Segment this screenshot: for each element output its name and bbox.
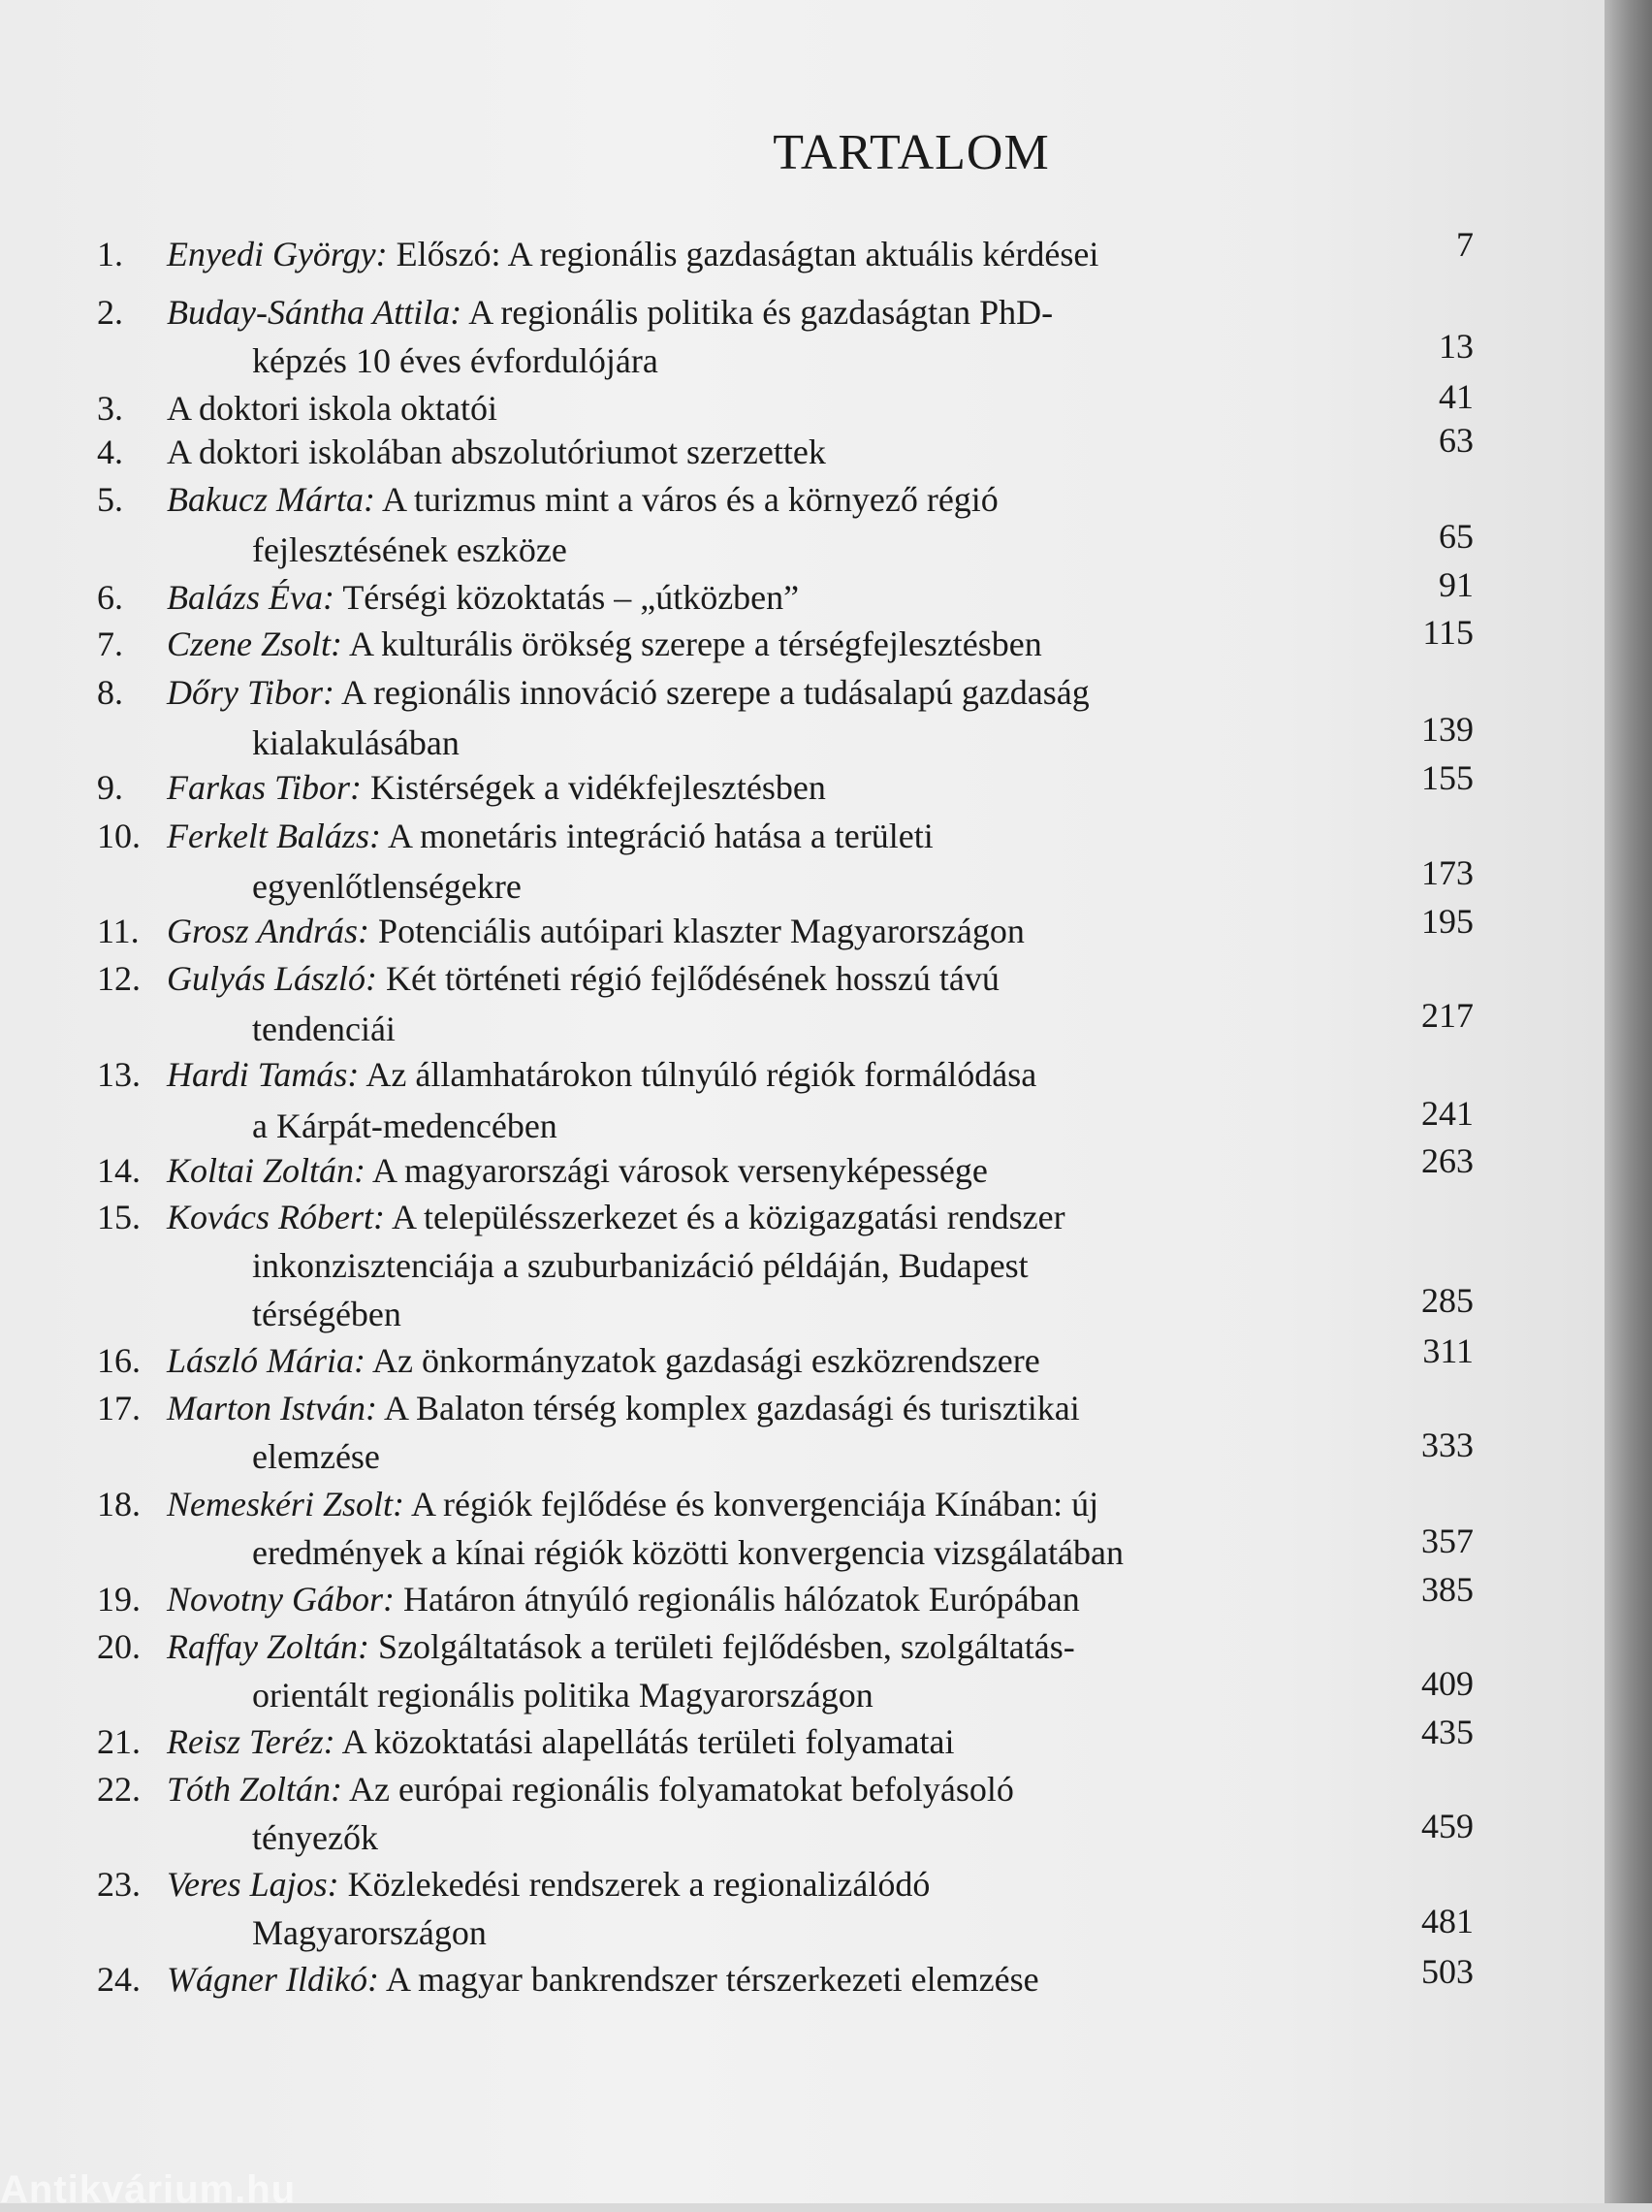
entry-page-number: 139 bbox=[1421, 710, 1474, 749]
entry-number: 20. bbox=[97, 1627, 141, 1666]
entry-number: 22. bbox=[97, 1770, 141, 1809]
entry-number: 14. bbox=[97, 1151, 141, 1190]
entry-number: 10. bbox=[97, 817, 141, 855]
entry-title: Az európai regionális folyamatokat befolyásoló bbox=[342, 1770, 1014, 1809]
entry-title-line1 bbox=[167, 1193, 1065, 1241]
entry-title-line2: elemzése bbox=[252, 1437, 380, 1476]
entry-author: Reisz Teréz: bbox=[167, 1722, 335, 1761]
entry-author: Farkas Tibor: bbox=[167, 768, 363, 807]
entry-page-number: 503 bbox=[1421, 1952, 1474, 1991]
entry-number: 13. bbox=[97, 1055, 141, 1094]
entry-title: A régiók fejlődése és konvergenciája Kínában: új bbox=[403, 1485, 1099, 1523]
entry-title-line1 bbox=[167, 763, 826, 812]
entry-number: 15. bbox=[97, 1198, 141, 1236]
entry-author: Balázs Éva: bbox=[167, 578, 334, 617]
entry-page-number: 13 bbox=[1439, 327, 1474, 366]
entry-title-line2: orientált regionális politika Magyarországon bbox=[252, 1676, 874, 1715]
entry-author: Bakucz Márta: bbox=[167, 480, 375, 519]
entry-title-line1 bbox=[167, 620, 1042, 668]
entry-title: Az önkormányzatok gazdasági eszközrendszere bbox=[365, 1341, 1040, 1380]
entry-title: A regionális innováció szerepe a tudásalapú gazdaság bbox=[334, 673, 1090, 712]
entry-title: A közoktatási alapellátás területi folyamatai bbox=[334, 1722, 955, 1761]
entry-title-line1 bbox=[167, 1717, 954, 1766]
entry-title-line2: tendenciái bbox=[252, 1010, 396, 1048]
entry-author: Dőry Tibor: bbox=[167, 673, 335, 712]
entry-number: 19. bbox=[97, 1580, 141, 1619]
entry-author: Wágner Ildikó: bbox=[167, 1960, 379, 1999]
entry-title: Térségi közoktatás – „útközben” bbox=[334, 578, 800, 617]
entry-title: Határon átnyúló regionális hálózatok Európában bbox=[394, 1580, 1080, 1619]
entry-title-line1: A doktori iskolában abszolutóriumot szerzettek bbox=[167, 433, 826, 471]
entry-title: A településszerkezet és a közigazgatási rendszer bbox=[384, 1198, 1065, 1236]
entry-title: Közlekedési rendszerek a regionalizálódó bbox=[338, 1865, 931, 1904]
entry-title-line2: eredmények a kínai régiók közötti konvergencia vizsgálatában bbox=[252, 1533, 1124, 1572]
entry-author: Grosz András: bbox=[167, 912, 370, 950]
entry-title-line1 bbox=[167, 475, 999, 524]
watermark-logo: Antikvárium.hu bbox=[0, 2168, 297, 2211]
entry-title-line2: a Kárpát-medencében bbox=[252, 1106, 557, 1145]
entry-number: 2. bbox=[97, 293, 123, 332]
entry-author: Veres Lajos: bbox=[167, 1865, 339, 1904]
entry-author: Tóth Zoltán: bbox=[167, 1770, 343, 1809]
entry-title: Potenciális autóipari klaszter Magyarországon bbox=[369, 912, 1025, 950]
entry-page-number: 7 bbox=[1456, 225, 1474, 264]
entry-page-number: 91 bbox=[1439, 565, 1474, 604]
entry-title: A magyarországi városok versenyképessége bbox=[365, 1151, 988, 1190]
entry-title: Kistérségek a vidékfejlesztésben bbox=[362, 768, 826, 807]
entry-title-line1 bbox=[167, 1765, 1014, 1813]
entry-title-line1 bbox=[167, 954, 1000, 1003]
entry-title-line1 bbox=[167, 230, 1098, 278]
entry-author: Hardi Tamás: bbox=[167, 1055, 360, 1094]
entry-author: Marton István: bbox=[167, 1389, 377, 1427]
entry-page-number: 385 bbox=[1421, 1570, 1474, 1609]
entry-author: Czene Zsolt: bbox=[167, 625, 343, 663]
entry-title-line2: egyenlőtlenségekre bbox=[252, 867, 522, 906]
entry-number: 1. bbox=[97, 235, 123, 273]
entry-author: Kovács Róbert: bbox=[167, 1198, 385, 1236]
entry-page-number: 333 bbox=[1421, 1426, 1474, 1464]
entry-page-number: 357 bbox=[1421, 1522, 1474, 1560]
entry-title: Két történeti régió fejlődésének hosszú távú bbox=[377, 959, 1000, 998]
entry-title: A magyar bankrendszer térszerkezeti elemzése bbox=[378, 1960, 1039, 1999]
entry-page-number: 155 bbox=[1421, 758, 1474, 797]
entry-author: Enyedi György: bbox=[167, 235, 388, 273]
entry-title-line1: A doktori iskola oktatói bbox=[167, 389, 497, 428]
entry-number: 23. bbox=[97, 1865, 141, 1904]
entry-title-line1 bbox=[167, 1955, 1039, 2004]
entry-title: Az államhatárokon túlnyúló régiók formálódása bbox=[359, 1055, 1037, 1094]
entry-page-number: 285 bbox=[1421, 1281, 1474, 1320]
entry-title-line1 bbox=[167, 1146, 988, 1195]
entry-number: 21. bbox=[97, 1722, 141, 1761]
entry-number: 6. bbox=[97, 578, 123, 617]
entry-title: A kulturális örökség szerepe a térségfejlesztésben bbox=[342, 625, 1042, 663]
entry-page-number: 481 bbox=[1421, 1902, 1474, 1940]
page-edge-shadow bbox=[1604, 0, 1652, 2203]
entry-title-line1 bbox=[167, 1622, 1075, 1671]
entry-number: 3. bbox=[97, 389, 123, 428]
entry-author: László Mária: bbox=[167, 1341, 366, 1380]
entry-title-line1 bbox=[167, 812, 934, 860]
entry-page-number: 459 bbox=[1421, 1807, 1474, 1845]
entry-title-line3: térségében bbox=[252, 1295, 401, 1333]
entry-title: A turizmus mint a város és a környező régió bbox=[374, 480, 999, 519]
entry-title: Szolgáltatások a területi fejlődésben, szolgáltatás- bbox=[369, 1627, 1075, 1666]
entry-title-line1 bbox=[167, 1860, 930, 1908]
entry-number: 7. bbox=[97, 625, 123, 663]
entry-page-number: 173 bbox=[1421, 853, 1474, 892]
entry-page-number: 435 bbox=[1421, 1713, 1474, 1751]
entry-page-number: 311 bbox=[1422, 1331, 1474, 1370]
entry-author: Novotny Gábor: bbox=[167, 1580, 395, 1619]
entry-title-line2: képzés 10 éves évfordulójára bbox=[252, 341, 658, 380]
entry-title-line1 bbox=[167, 573, 799, 622]
entry-author: Nemeskéri Zsolt: bbox=[167, 1485, 404, 1523]
entry-number: 12. bbox=[97, 959, 141, 998]
entry-title-line1 bbox=[167, 288, 1053, 337]
entry-author: Koltai Zoltán: bbox=[167, 1151, 366, 1190]
entry-number: 9. bbox=[97, 768, 123, 807]
entry-title-line1 bbox=[167, 668, 1090, 717]
page-title: TARTALOM bbox=[773, 125, 1050, 180]
entry-title-line2: Magyarországon bbox=[252, 1913, 487, 1952]
entry-page-number: 409 bbox=[1421, 1664, 1474, 1703]
entry-number: 4. bbox=[97, 433, 123, 471]
entry-page-number: 65 bbox=[1439, 517, 1474, 556]
entry-title-line2: tényezők bbox=[252, 1818, 378, 1857]
entry-title-line1 bbox=[167, 1480, 1098, 1528]
entry-title: A Balaton térség komplex gazdasági és turisztikai bbox=[376, 1389, 1080, 1427]
entry-title-line1 bbox=[167, 1384, 1080, 1432]
entry-number: 18. bbox=[97, 1485, 141, 1523]
entry-author: Ferkelt Balázs: bbox=[167, 817, 381, 855]
entry-title-line1 bbox=[167, 1336, 1040, 1385]
entry-title-line1 bbox=[167, 1050, 1036, 1099]
entry-page-number: 217 bbox=[1421, 996, 1474, 1035]
entry-page-number: 241 bbox=[1421, 1094, 1474, 1133]
entry-title-line2: fejlesztésének eszköze bbox=[252, 530, 567, 569]
entry-number: 24. bbox=[97, 1960, 141, 1999]
entry-page-number: 41 bbox=[1439, 377, 1474, 416]
entry-title-line2: inkonzisztenciája a szuburbanizáció példáján, Budapest bbox=[252, 1246, 1029, 1285]
entry-page-number: 263 bbox=[1421, 1141, 1474, 1180]
entry-number: 16. bbox=[97, 1341, 141, 1380]
entry-author: Buday-Sántha Attila: bbox=[167, 293, 462, 332]
entry-page-number: 195 bbox=[1421, 902, 1474, 941]
entry-author: Gulyás László: bbox=[167, 959, 378, 998]
entry-author: Raffay Zoltán: bbox=[167, 1627, 369, 1666]
entry-title-line1 bbox=[167, 907, 1025, 955]
entry-title: A regionális politika és gazdaságtan PhD- bbox=[461, 293, 1054, 332]
entry-title-line1 bbox=[167, 1575, 1080, 1623]
entry-title: Előszó: A regionális gazdaságtan aktuális kérdései bbox=[387, 235, 1099, 273]
entry-number: 5. bbox=[97, 480, 123, 519]
entry-title: A monetáris integráció hatása a területi bbox=[380, 817, 934, 855]
entry-number: 17. bbox=[97, 1389, 141, 1427]
entry-page-number: 115 bbox=[1422, 613, 1474, 652]
entry-number: 11. bbox=[97, 912, 140, 950]
entry-title-line2: kialakulásában bbox=[252, 723, 460, 762]
entry-page-number: 63 bbox=[1439, 421, 1474, 460]
entry-number: 8. bbox=[97, 673, 123, 712]
